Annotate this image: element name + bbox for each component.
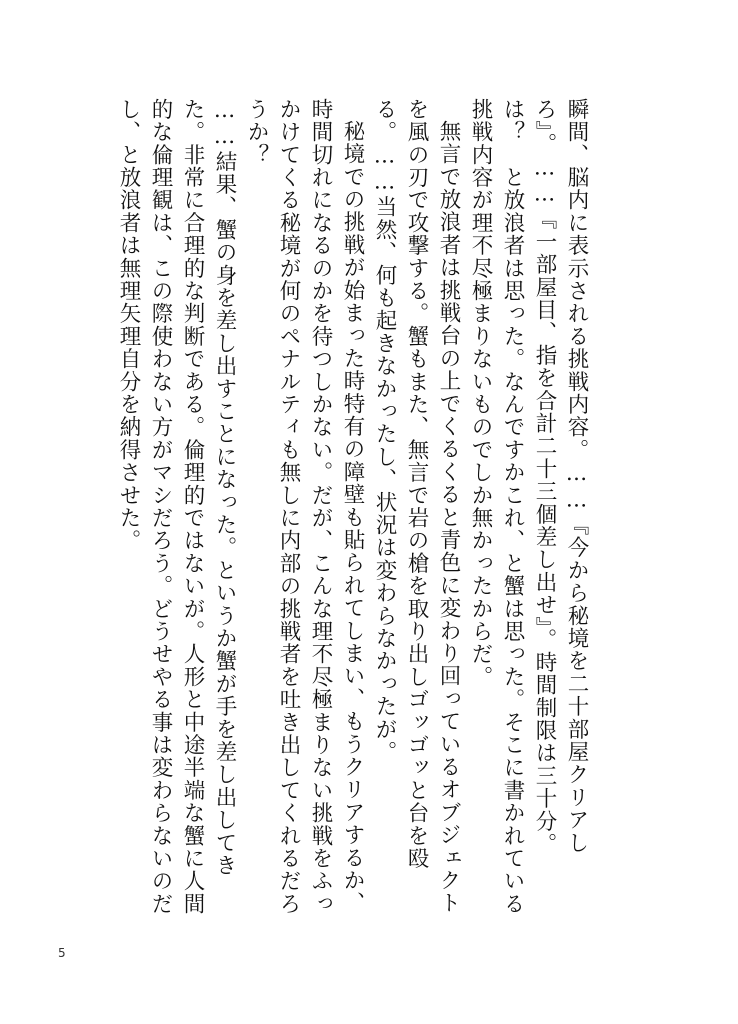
page-number: 5 [58, 946, 66, 960]
paragraph-2: は？ と放浪者は思った。なんですかこれ、と蟹は思った。そこに書かれている挑戦内容が理不尽極まりないものでしか無かったからだ。 [468, 98, 525, 916]
paragraph-4: 秘境での挑戦が始まった時特有の障壁も貼られてしまい、もうクリアするか、時間切れになるのかを待つしかない。だが、こんな理不尽極まりない挑戦をふっかけてくる秘境が何のペナルティも無しに内部の挑戦者を吐き出してくれるだろうか？ [244, 98, 365, 916]
paragraph-5: ……結果、蟹の身を差し出すことになった。というか蟹が手を差し出してきた。非常に合理的な判断である。倫理的ではないが。人形と中途半端な蟹に人間的な倫理観は、この際使わない方がマシだろう。どうせやる事は変わらないのだし、と放浪者は無理矢理自分を納得させた。 [116, 98, 237, 916]
vertical-text-body [116, 98, 592, 918]
paragraph-3: 無言で放浪者は挑戦台の上でくるくると青色に変わり回っているオブジェクトを風の刃で攻撃する。蟹もまた、無言で岩の槍を取り出しゴッゴッと台を殴る。……当然、何も起きなかったし、状況は変わらなかったが。 [372, 98, 461, 914]
paragraph-1: 瞬間、脳内に表示される挑戦内容。……『今から秘境を二十部屋クリアしろ』。……『一部屋目、指を合計二十三個差し出せ』。時間制限は三十分。 [532, 98, 589, 856]
